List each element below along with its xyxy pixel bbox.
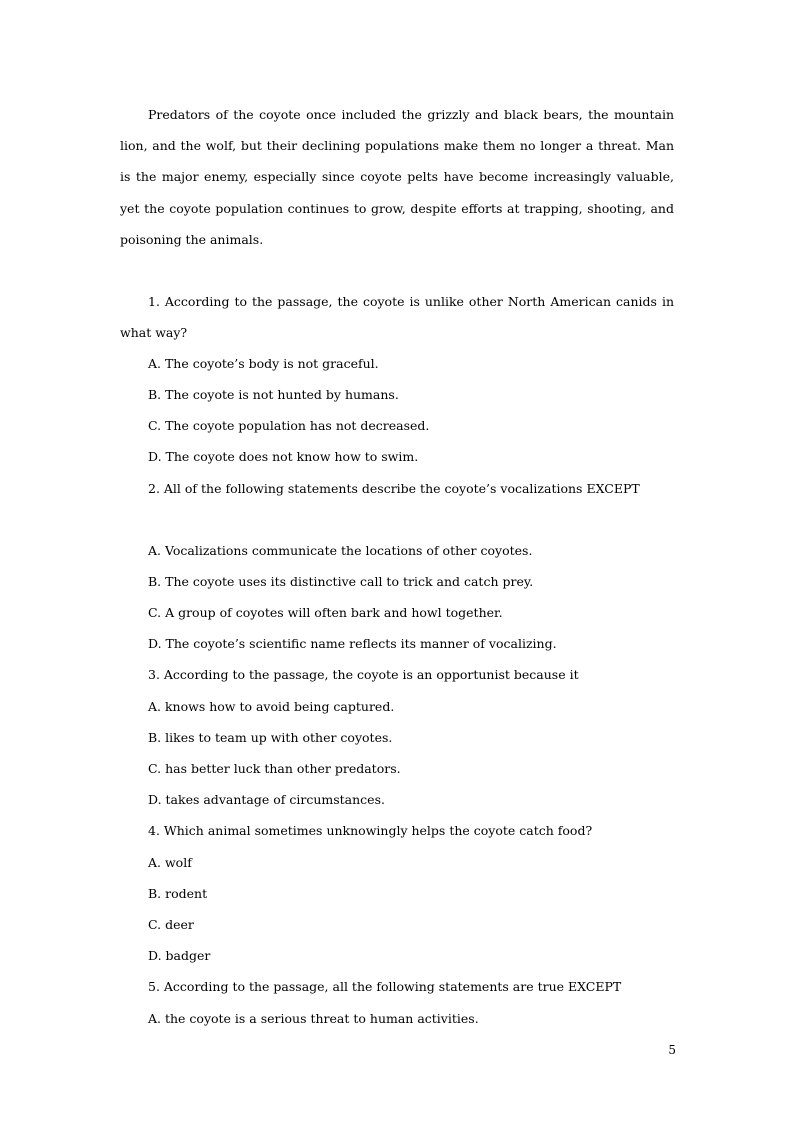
question-1-stem: 1. According to the passage, the coyote is unlike other North American canids in what way? [120,294,674,341]
question-2-stem: 2. All of the following statements describe the coyote’s vocalizations EXCEPT [148,481,640,496]
question-1-option-b: B. The coyote is not hunted by humans. [148,387,399,402]
question-2-option-a: A. Vocalizations communicate the locations of other coyotes. [148,543,533,558]
question-5-stem: 5. According to the passage, all the following statements are true EXCEPT [148,979,622,994]
question-4-option-b: B. rodent [148,886,208,901]
question-2-option-c: C. A group of coyotes will often bark and howl together. [148,605,503,620]
question-3-stem: 3. According to the passage, the coyote is an opportunist because it [148,667,579,682]
question-4-option-c: C. deer [148,917,194,932]
question-1-option-d: D. The coyote does not know how to swim. [148,449,419,464]
question-3-option-a: A. knows how to avoid being captured. [148,699,395,714]
question-2-option-d: D. The coyote’s scientific name reflects its manner of vocalizing. [148,636,557,651]
question-5-option-a: A. the coyote is a serious threat to human activities. [148,1011,479,1026]
passage-paragraph: Predators of the coyote once included the grizzly and black bears, the mountain lion, and the wolf, but their declining populations make them no longer a threat. Man is the major enemy, especially since coyote pelts have become increasingly valuable, yet the coyote population continues to grow, despite efforts at trapping, shooting, and poisoning the animals. [120,107,674,247]
question-4-option-a: A. wolf [148,855,192,870]
question-3-option-c: C. has better luck than other predators. [148,761,401,776]
question-4-option-d: D. badger [148,948,211,963]
question-1-option-a: A. The coyote’s body is not graceful. [148,356,379,371]
question-1-option-c: C. The coyote population has not decreased. [148,418,430,433]
question-3-option-d: D. takes advantage of circumstances. [148,792,385,807]
question-4-stem: 4. Which animal sometimes unknowingly helps the coyote catch food? [148,823,593,838]
page-number: 5 [668,1043,676,1057]
question-2-option-b: B. The coyote uses its distinctive call to trick and catch prey. [148,574,534,589]
question-3-option-b: B. likes to team up with other coyotes. [148,730,393,745]
